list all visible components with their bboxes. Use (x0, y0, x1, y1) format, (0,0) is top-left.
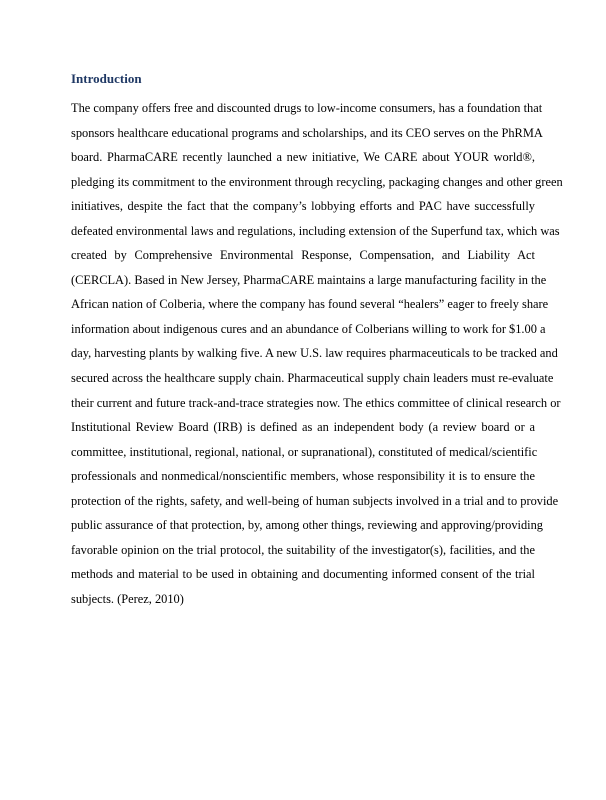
paragraph-line: defeated environmental laws and regulations, including extension of the Superfund tax, which was (71, 223, 560, 238)
paragraph-line: their current and future track-and-trace strategies now. The ethics committee of clinical research or (71, 395, 561, 410)
section-heading: Introduction (71, 71, 142, 86)
paragraph-line: secured across the healthcare supply chain. Pharmaceutical supply chain leaders must re-evaluate (71, 371, 554, 386)
paragraph-line: initiatives, despite the fact that the company’s lobbying efforts and PAC have successfully (71, 199, 535, 214)
paragraph-line: day, harvesting plants by walking five. A new U.S. law requires pharmaceuticals to be tracked and (71, 346, 558, 361)
paragraph-line: pledging its commitment to the environment through recycling, packaging changes and other green (71, 174, 563, 189)
paragraph-line: public assurance of that protection, by, among other things, reviewing and approving/providing (71, 518, 543, 533)
paragraph-line: African nation of Colberia, where the company has found several “healers” eager to freely share (71, 297, 549, 312)
paragraph-line: protection of the rights, safety, and well-being of human subjects involved in a trial and to provide (71, 493, 559, 508)
paragraph-line: methods and material to be used in obtaining and documenting informed consent of the trial (71, 567, 535, 582)
paragraph-line: created by Comprehensive Environmental Response, Compensation, and Liability Act (71, 248, 535, 263)
paragraph-line: favorable opinion on the trial protocol, the suitability of the investigator(s), facilities, and the (71, 542, 535, 557)
paragraph-line: professionals and nonmedical/nonscientific members, whose responsibility it is to ensure the (71, 469, 535, 484)
paragraph-line: information about indigenous cures and an abundance of Colberians willing to work for $1.00 a (71, 321, 546, 336)
paragraph-line: Institutional Review Board (IRB) is defined as an independent body (a review board or a (71, 420, 535, 435)
paragraph-line: committee, institutional, regional, national, or supranational), constituted of medical/scientific (71, 444, 538, 459)
body-paragraph (71, 96, 563, 611)
paragraph-line: (CERCLA). Based in New Jersey, PharmaCARE maintains a large manufacturing facility in the (71, 272, 547, 287)
paragraph-line: subjects. (Perez, 2010) (71, 591, 184, 606)
paragraph-line: board. PharmaCARE recently launched a new initiative, We CARE about YOUR world®, (71, 150, 535, 165)
paragraph-line: sponsors healthcare educational programs and scholarships, and its CEO serves on the PhRMA (71, 125, 543, 140)
paragraph-line: The company offers free and discounted drugs to low-income consumers, has a foundation that (71, 101, 543, 115)
